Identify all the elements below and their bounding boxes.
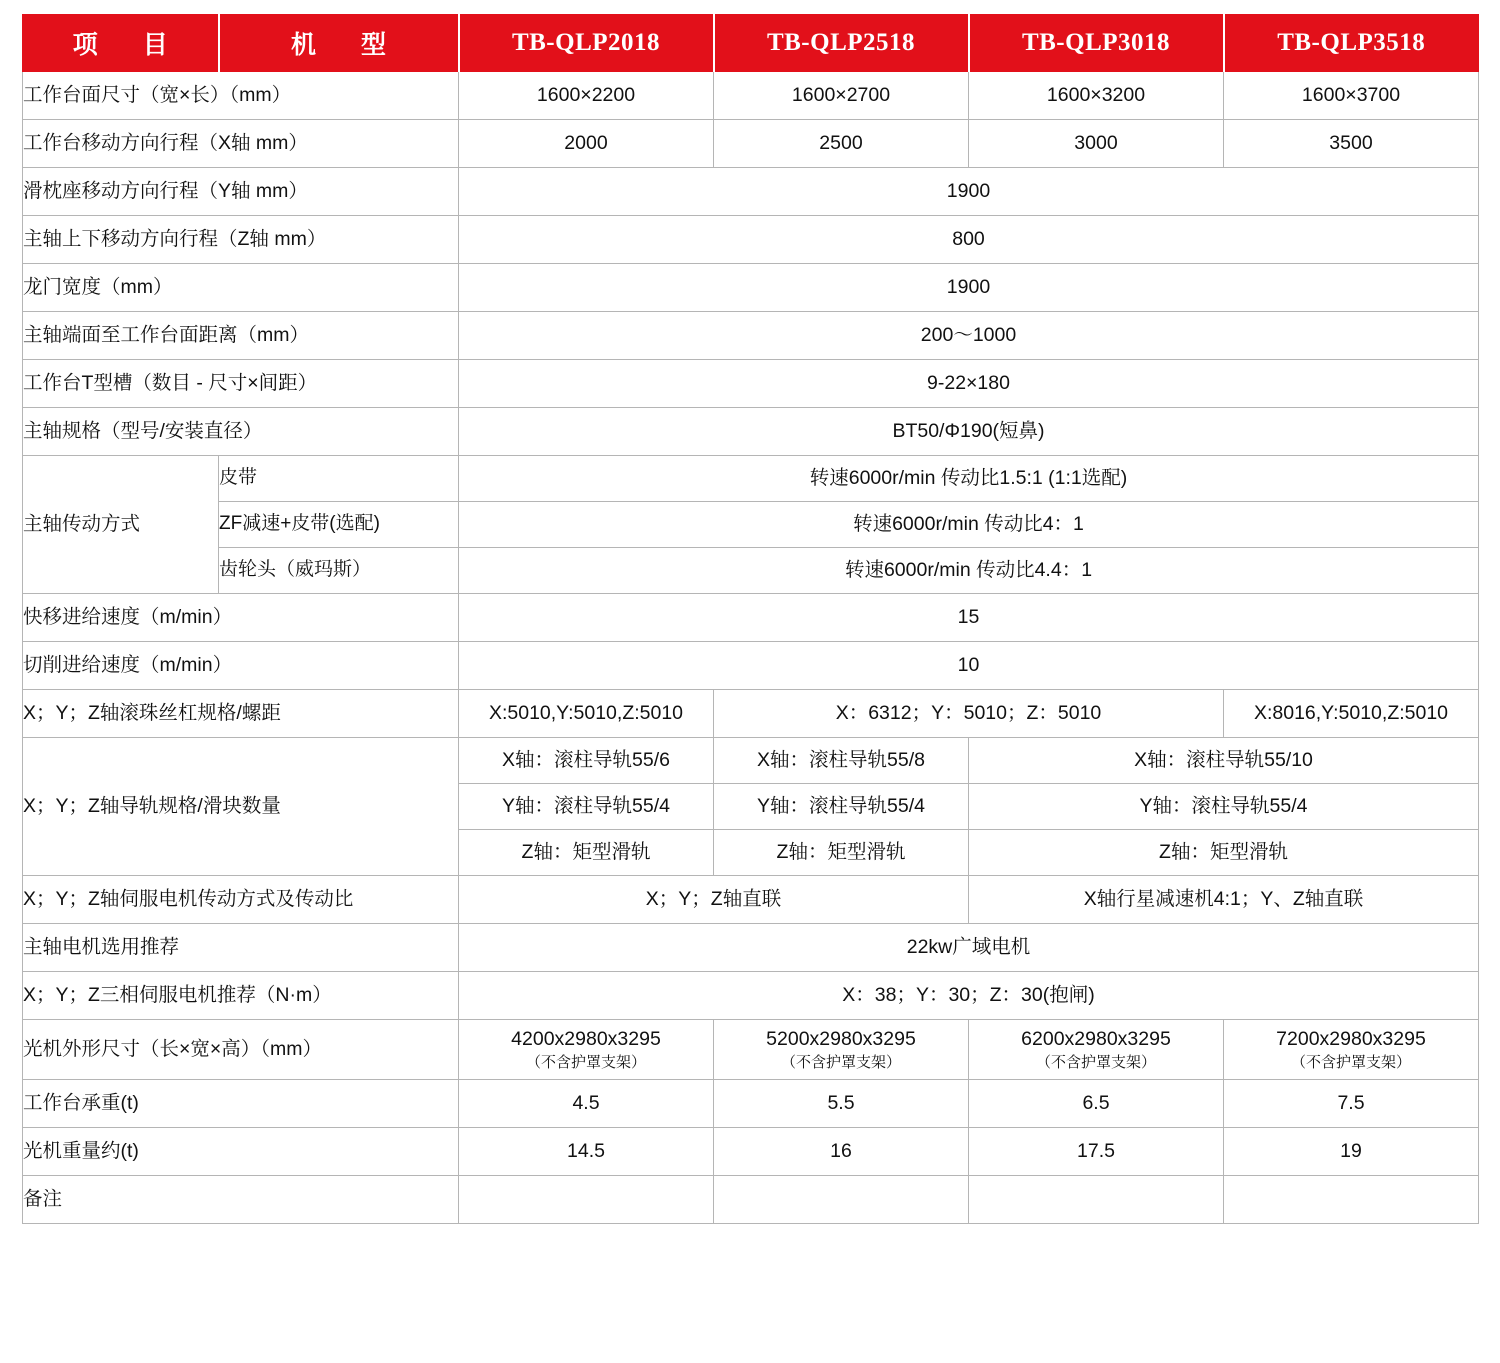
header-model-3: TB-QLP3018: [969, 15, 1224, 72]
table-header-row: [23, 15, 1479, 72]
row-label: 备注: [23, 1175, 459, 1223]
table-row: [23, 594, 1479, 642]
row-label: 工作台承重(t): [23, 1079, 459, 1127]
row-value: Z轴：矩型滑轨: [714, 830, 969, 876]
row-value: [714, 1175, 969, 1223]
row-label: 工作台面尺寸（宽×长）（mm）: [23, 72, 459, 120]
row-value: X:5010,Y:5010,Z:5010: [459, 690, 714, 738]
row-value: [459, 1175, 714, 1223]
dimension-main: 7200x2980x3295: [1276, 1028, 1426, 1050]
row-value: 1600×3700: [1224, 72, 1479, 120]
row-value-merged: 10: [459, 642, 1479, 690]
sub-row-label: 皮带: [219, 456, 459, 502]
table-row: [23, 924, 1479, 972]
table-row: [23, 456, 1479, 502]
row-value: 1600×2700: [714, 72, 969, 120]
row-label-group: 主轴传动方式: [23, 456, 219, 594]
table-row: [23, 1127, 1479, 1175]
table-row: [23, 502, 1479, 548]
row-label-group: X；Y；Z轴导轨规格/滑块数量: [23, 738, 459, 876]
row-value-merged: 200～1000: [459, 312, 1479, 360]
row-value: 16: [714, 1127, 969, 1175]
table-row: [23, 264, 1479, 312]
row-label: 切削进给速度（m/min）: [23, 642, 459, 690]
sub-row-label: ZF减速+皮带(选配): [219, 502, 459, 548]
row-value-merged: 1900: [459, 264, 1479, 312]
header-model-4: TB-QLP3518: [1224, 15, 1479, 72]
table-row: [23, 738, 1479, 784]
row-value: Z轴：矩型滑轨: [969, 830, 1479, 876]
sub-row-value: 转速6000r/min 传动比1.5:1 (1:1选配): [459, 456, 1479, 502]
row-label: 龙门宽度（mm）: [23, 264, 459, 312]
row-value: X轴：滚柱导轨55/8: [714, 738, 969, 784]
row-label: 光机重量约(t): [23, 1127, 459, 1175]
row-value: Y轴：滚柱导轨55/4: [714, 784, 969, 830]
header-model-2: TB-QLP2518: [714, 15, 969, 72]
row-value: 4.5: [459, 1079, 714, 1127]
row-value: [969, 1020, 1224, 1080]
row-value-merged: X：38；Y：30；Z：30(抱闸): [459, 972, 1479, 1020]
table-row: [23, 168, 1479, 216]
row-value: 3000: [969, 120, 1224, 168]
table-row: [23, 120, 1479, 168]
row-label: X；Y；Z轴伺服电机传动方式及传动比: [23, 876, 459, 924]
header-model: 机 型: [219, 15, 459, 72]
row-value: 7.5: [1224, 1079, 1479, 1127]
table-row: [23, 1079, 1479, 1127]
row-value: X轴：滚柱导轨55/10: [969, 738, 1479, 784]
table-row: [23, 408, 1479, 456]
row-value: X：6312；Y：5010；Z：5010: [714, 690, 1224, 738]
row-label: X；Y；Z三相伺服电机推荐（N·m）: [23, 972, 459, 1020]
specification-table: [22, 14, 1479, 1224]
row-value: 1600×2200: [459, 72, 714, 120]
row-value: [459, 1020, 714, 1080]
dimension-main: 5200x2980x3295: [766, 1028, 916, 1050]
row-label: X；Y；Z轴滚珠丝杠规格/螺距: [23, 690, 459, 738]
row-value: 5.5: [714, 1079, 969, 1127]
dimension-note: （不含护罩支架）: [780, 1054, 901, 1072]
row-value: 3500: [1224, 120, 1479, 168]
row-value-merged: 1900: [459, 168, 1479, 216]
row-value-merged: BT50/Φ190(短鼻): [459, 408, 1479, 456]
table-row: [23, 72, 1479, 120]
table-row: [23, 972, 1479, 1020]
row-label: 主轴电机选用推荐: [23, 924, 459, 972]
row-value: X:8016,Y:5010,Z:5010: [1224, 690, 1479, 738]
row-value: Y轴：滚柱导轨55/4: [969, 784, 1479, 830]
row-value: [1224, 1175, 1479, 1223]
row-label: 工作台T型槽（数目 - 尺寸×间距）: [23, 360, 459, 408]
row-label: 光机外形尺寸（长×宽×高）（mm）: [23, 1020, 459, 1080]
row-label: 主轴上下移动方向行程（Z轴 mm）: [23, 216, 459, 264]
row-value: 6.5: [969, 1079, 1224, 1127]
dimension-note: （不含护罩支架）: [525, 1054, 646, 1072]
table-row: [23, 642, 1479, 690]
table-row: [23, 1175, 1479, 1223]
row-value-merged: 22kw广域电机: [459, 924, 1479, 972]
row-label: 工作台移动方向行程（X轴 mm）: [23, 120, 459, 168]
row-value: 17.5: [969, 1127, 1224, 1175]
row-value: [1224, 1020, 1479, 1080]
row-value: 14.5: [459, 1127, 714, 1175]
row-value: [969, 1175, 1224, 1223]
row-value: 19: [1224, 1127, 1479, 1175]
dimension-main: 4200x2980x3295: [511, 1028, 661, 1050]
row-label: 快移进给速度（m/min）: [23, 594, 459, 642]
dimension-main: 6200x2980x3295: [1021, 1028, 1171, 1050]
row-value: [714, 1020, 969, 1080]
row-value: 1600×3200: [969, 72, 1224, 120]
row-value: Z轴：矩型滑轨: [459, 830, 714, 876]
sub-row-label: 齿轮头（威玛斯）: [219, 548, 459, 594]
row-value: X；Y；Z轴直联: [459, 876, 969, 924]
sub-row-value: 转速6000r/min 传动比4：1: [459, 502, 1479, 548]
table-row: [23, 216, 1479, 264]
table-row: [23, 1020, 1479, 1080]
dimension-note: （不含护罩支架）: [1290, 1054, 1411, 1072]
row-value-merged: 9-22×180: [459, 360, 1479, 408]
row-value: 2000: [459, 120, 714, 168]
row-label: 滑枕座移动方向行程（Y轴 mm）: [23, 168, 459, 216]
row-label: 主轴端面至工作台面距离（mm）: [23, 312, 459, 360]
header-model-1: TB-QLP2018: [459, 15, 714, 72]
row-value: 2500: [714, 120, 969, 168]
row-value: X轴行星减速机4:1；Y、Z轴直联: [969, 876, 1479, 924]
table-row: [23, 876, 1479, 924]
table-row: [23, 360, 1479, 408]
table-row: [23, 312, 1479, 360]
row-value: X轴：滚柱导轨55/6: [459, 738, 714, 784]
row-value-merged: 15: [459, 594, 1479, 642]
table-row: [23, 548, 1479, 594]
header-item: 项 目: [23, 15, 219, 72]
dimension-note: （不含护罩支架）: [1035, 1054, 1156, 1072]
sub-row-value: 转速6000r/min 传动比4.4：1: [459, 548, 1479, 594]
row-value-merged: 800: [459, 216, 1479, 264]
table-row: [23, 690, 1479, 738]
row-value: Y轴：滚柱导轨55/4: [459, 784, 714, 830]
row-label: 主轴规格（型号/安装直径）: [23, 408, 459, 456]
